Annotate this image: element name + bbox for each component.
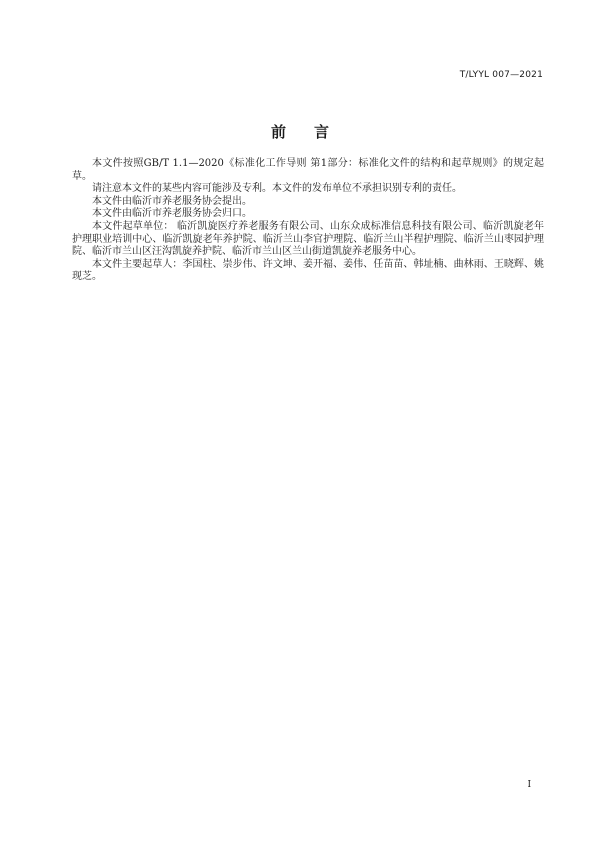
foreword-body <box>72 158 544 284</box>
paragraph-centralized-unit: 本文件由临沂市养老服务协会归口。 <box>92 208 252 220</box>
page-title: 前言 <box>270 123 357 141</box>
paragraph-drafters: 本文件主要起草人：李国柱、崇步伟、许文坤、姜开福、姜伟、任苗苗、韩址楠、曲林雨、王晓辉、姚现芝。 <box>72 258 544 283</box>
document-code: T/LYYL 007—2021 <box>459 70 543 80</box>
paragraph-patent-notice: 请注意本文件的某些内容可能涉及专利。本文件的发布单位不承担识别专利的责任。 <box>92 183 462 195</box>
page-number: I <box>527 780 531 790</box>
paragraph-proposer: 本文件由临沂市养老服务协会提出。 <box>92 195 252 207</box>
paragraph-drafting-rules: 本文件按照GB/T 1.1—2020《标准化工作导则 第1部分：标准化文件的结构和起草规则》的规定起草。 <box>72 158 544 182</box>
paragraph-drafting-organizations: 本文件起草单位： 临沂凯旋医疗养老服务有限公司、山东众成标准信息科技有限公司、临沂凯旋老年护理职业培训中心、临沂凯旋老年养护院、临沂兰山李官护理院、临沂兰山半程护理院、临沂兰山枣园护理院、临沂市兰山区汪沟凯旋养护院、临沂市兰山区兰山街道凯旋养老服务中心。 <box>72 220 544 258</box>
